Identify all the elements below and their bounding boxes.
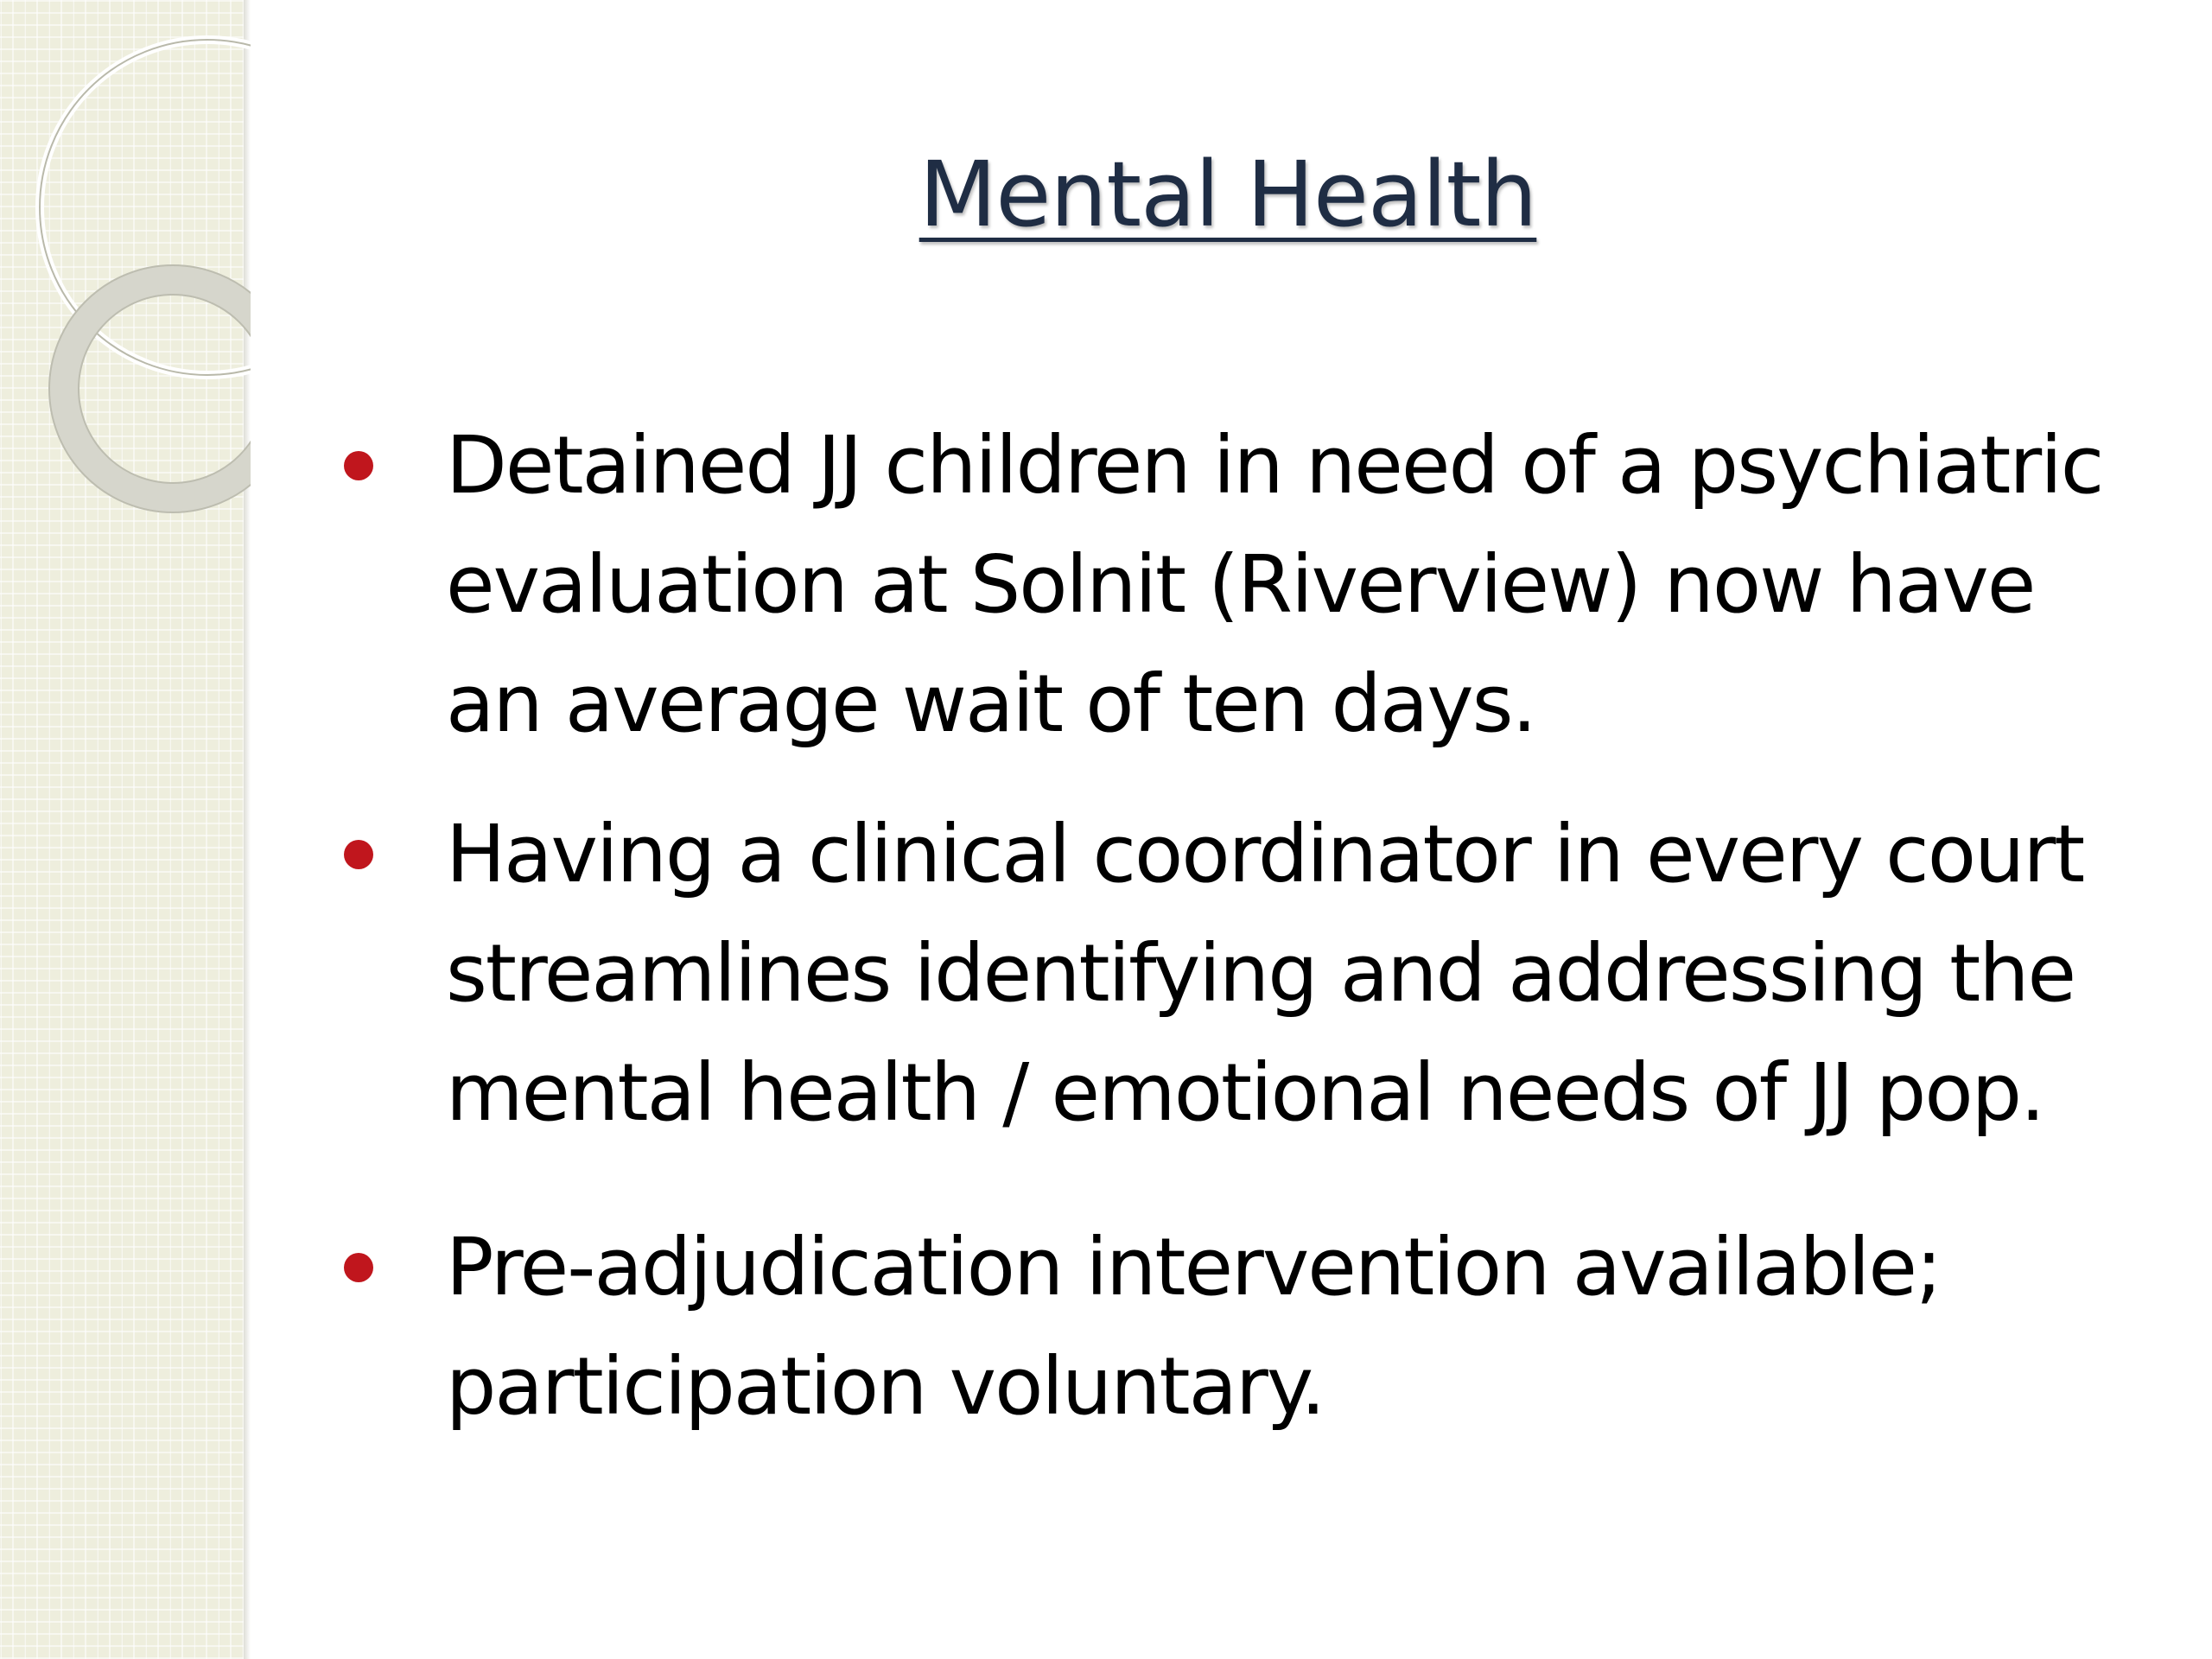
bullet-list [335,406,2150,1446]
bullet-dot-icon [344,840,373,869]
bullet-text: Pre-adjudication intervention available; participation voluntary. [446,1221,1941,1433]
bullet-item [335,1208,2150,1446]
slide-title: Mental Health [918,142,1537,247]
bullet-item [335,795,2150,1153]
bullet-dot-icon [344,451,373,480]
bullet-dot-icon [344,1253,373,1282]
ring-ornament [0,0,251,553]
bullet-text: Having a clinical coordinator in every court streamlines identifying and addressing the mental health / emotional needs of JJ pop. [446,808,2084,1139]
bullet-item [335,406,2150,764]
bullet-text: Detained JJ children in need of a psychiatric evaluation at Solnit (Riverview) now have an average wait of ten days. [446,419,2103,750]
